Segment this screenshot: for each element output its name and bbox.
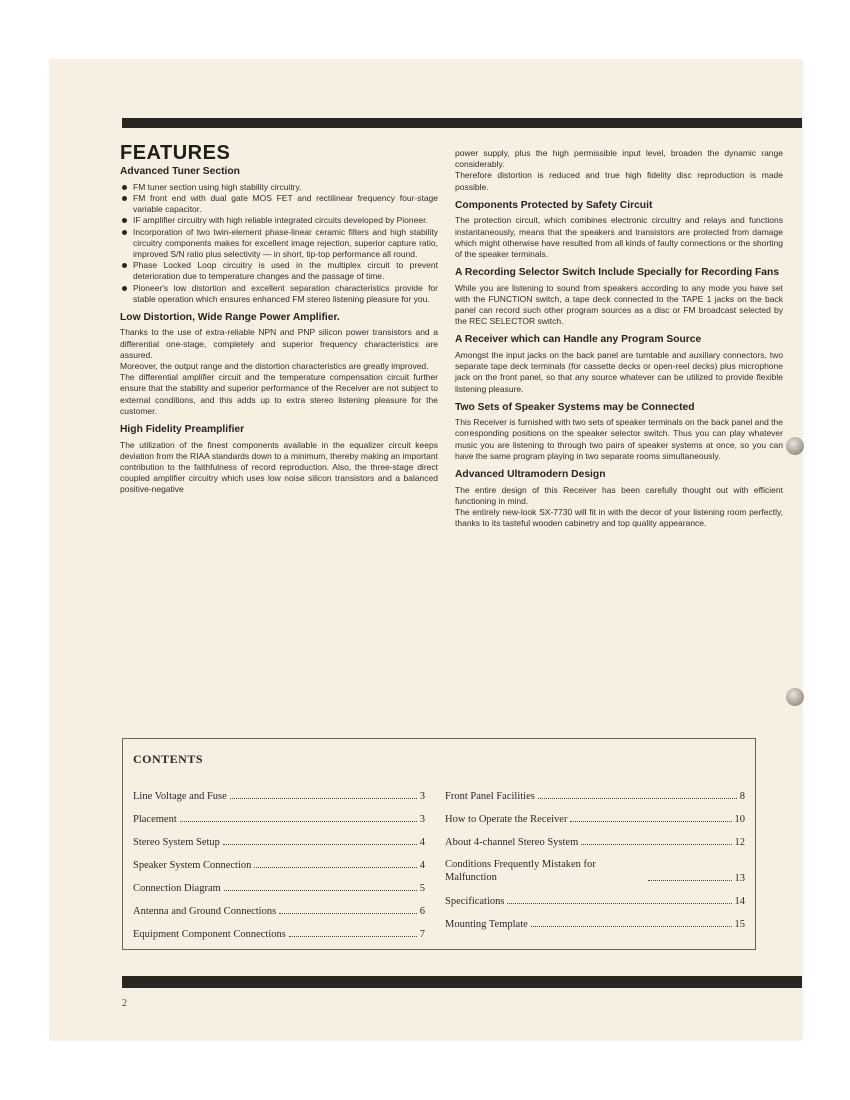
paragraph: The entirely new-look SX-7730 will fit in with the decor of your listening room perfectly, thanks to its tasteful wooden cabinetry and top quality appearance. — [455, 506, 783, 529]
toc-leader — [538, 798, 737, 799]
toc-label: About 4-channel Stereo System — [445, 837, 579, 848]
list-item: IF amplifier circuitry with high reliable integrated circuits developed by Pioneer. — [120, 215, 438, 226]
list-item: Pioneer's low distortion and excellent separation characteristics provide for stable operation which ensures enhanced FM stereo listening pleasure for you. — [120, 283, 438, 305]
toc-entry-operate[interactable] — [445, 802, 745, 825]
paragraph: Thanks to the use of extra-reliable NPN and PNP silicon power transistors and a differential one-stage, completely and superior frequency characteristics are assured. — [120, 327, 438, 360]
list-item: FM front end with dual gate MOS FET and rectilinear frequency four-stage variable capacitor. — [120, 193, 438, 215]
toc-page: 3 — [419, 814, 425, 825]
toc-label: Front Panel Facilities — [445, 791, 535, 802]
toc-page: 4 — [419, 860, 425, 871]
paragraph: The entire design of this Receiver has been carefully thought out with efficient functioning in mind. — [455, 484, 783, 506]
toc-label: Stereo System Setup — [133, 837, 220, 848]
toc-label: Placement — [133, 814, 177, 825]
toc-entry-4-channel[interactable] — [445, 825, 745, 848]
toc-page: 4 — [419, 837, 425, 848]
contents-right-list — [445, 779, 745, 930]
toc-entry-connection-diagram[interactable] — [133, 871, 425, 894]
section-heading: Low Distortion, Wide Range Power Amplifier. — [120, 311, 340, 323]
section-heading: Components Protected by Safety Circuit — [455, 199, 653, 211]
section-heading: Advanced Tuner Section — [120, 166, 240, 178]
section-heading: Two Sets of Speaker Systems may be Connected — [455, 401, 695, 413]
toc-page: 12 — [734, 837, 745, 848]
toc-page: 14 — [734, 896, 745, 907]
toc-label: Antenna and Ground Connections — [133, 906, 277, 917]
page-number: 2 — [122, 998, 127, 1009]
toc-label: Line Voltage and Fuse — [133, 791, 227, 802]
toc-label: Equipment Component Connections — [133, 929, 286, 940]
toc-entry-placement[interactable] — [133, 802, 425, 825]
toc-page: 8 — [739, 791, 745, 802]
toc-leader — [230, 798, 417, 799]
toc-page: 6 — [419, 906, 425, 917]
toc-label: Mounting Template — [445, 919, 528, 930]
toc-entry-antenna[interactable] — [133, 894, 425, 917]
paragraph: While you are listening to sound from speakers according to any mode you have set with the FUNCTION switch, a tape deck connected to the TAPE 1 jacks on the back panel can record such other program sources as a disc or FM broadcast selected by the REC SELECTOR switch. — [455, 282, 783, 327]
paragraph: The utilization of the finest components available in the equalizer circuit keeps deviation from the RIAA standards down to a minimum, thereby making an important contribution to the faithfulness of record reproduction. Also, the three-stage direct coupled amplifier circuitry which uses low noise silicon transistors and a balanced positive-negative — [120, 439, 438, 495]
toc-leader — [223, 844, 417, 845]
paragraph: power supply, plus the high permissible input level, broaden the dynamic range considerably. — [455, 148, 783, 170]
toc-entry-speaker-connection[interactable] — [133, 848, 425, 871]
toc-leader — [254, 867, 416, 868]
toc-page: 10 — [734, 814, 745, 825]
toc-label: Connection Diagram — [133, 883, 221, 894]
section-heading: A Receiver which can Handle any Program Source — [455, 334, 702, 346]
toc-entry-equipment[interactable] — [133, 917, 425, 940]
paragraph: Amongst the input jacks on the back panel are turntable and auxiliary connectors, two separate tape deck terminals (for cassette decks or open-reel decks) plus microphone jack on the front panel, so that any source whatever can be utilized to provide flexible listening pleasure. — [455, 349, 783, 394]
toc-leader — [507, 903, 731, 904]
toc-leader — [289, 936, 417, 937]
punch-hole-icon — [786, 437, 804, 455]
list-item: Phase Locked Loop circuitry is used in the multiplex circuit to prevent deterioration due to temperature changes and the passage of time. — [120, 260, 438, 282]
toc-page: 5 — [419, 883, 425, 894]
list-item: Incorporation of two twin-element phase-linear ceramic filters and high stability circuitry components makes for excellent image rejection, superior capture ratio, improved S/N ratio plus selectivity — in short, tip-top performance all round. — [120, 227, 438, 261]
contents-box — [122, 738, 756, 950]
features-right-column — [455, 148, 783, 529]
toc-leader — [581, 844, 731, 845]
list-item: FM tuner section using high stability circuitry. — [120, 182, 438, 193]
toc-leader — [648, 880, 732, 881]
toc-entry-line-voltage[interactable] — [133, 779, 425, 802]
paragraph: The differential amplifier circuit and the temperature compensation circuit further ensure that the stability and superior performance of the Receiver are not subject to external conditions, and this adds up to extra stereo listening pleasure for the customer. — [120, 372, 438, 416]
section-heading: Advanced Ultramodern Design — [455, 469, 606, 481]
toc-page: 3 — [419, 791, 425, 802]
toc-page: 13 — [734, 873, 745, 884]
toc-leader — [570, 821, 731, 822]
toc-page: 7 — [419, 929, 425, 940]
section-heading: High Fidelity Preamplifier — [120, 424, 245, 436]
top-rule — [122, 118, 802, 128]
toc-leader — [180, 821, 417, 822]
bottom-rule — [122, 976, 802, 988]
toc-leader — [531, 926, 732, 927]
features-left-column — [120, 142, 438, 496]
tuner-feature-list — [120, 182, 438, 305]
features-title: FEATURES — [120, 142, 231, 164]
paragraph: Therefore distortion is reduced and true high fidelity disc reproduction is made possible. — [455, 170, 783, 192]
toc-label: Conditions Frequently Mistaken for Malfunction — [445, 859, 596, 883]
toc-entry-stereo-setup[interactable] — [133, 825, 425, 848]
toc-entry-specifications[interactable] — [445, 884, 745, 907]
paragraph: Moreover, the output range and the distortion characteristics are greatly improved. — [120, 361, 429, 372]
punch-hole-icon — [786, 688, 804, 706]
toc-label: Specifications — [445, 896, 505, 907]
toc-entry-malfunction[interactable] — [445, 848, 745, 884]
toc-label: How to Operate the Receiver — [445, 814, 568, 825]
toc-entry-mounting[interactable] — [445, 907, 745, 930]
contents-left-list — [133, 779, 425, 940]
toc-leader — [279, 913, 417, 914]
section-heading: A Recording Selector Switch Include Specially for Recording Fans — [455, 267, 780, 279]
toc-page: 15 — [734, 919, 745, 930]
toc-entry-front-panel[interactable] — [445, 779, 745, 802]
contents-title: CONTENTS — [133, 752, 204, 766]
toc-leader — [224, 890, 417, 891]
toc-label: Speaker System Connection — [133, 860, 252, 871]
paragraph: This Receiver is furnished with two sets of speaker terminals on the back panel and the corresponding positions on the speaker selector switch. Thus you can play whatever music you are listening to through two pairs of speaker systems at once, so you can have the same program playing in two separate rooms simultaneously. — [455, 417, 783, 461]
paragraph: The protection circuit, which combines electronic circuitry and relays and functions instantaneously, means that the speakers and transistors are protected from damage which might otherwise have resulted from all kinds of faulty connections or the shorting of the speaker terminals. — [455, 215, 783, 259]
